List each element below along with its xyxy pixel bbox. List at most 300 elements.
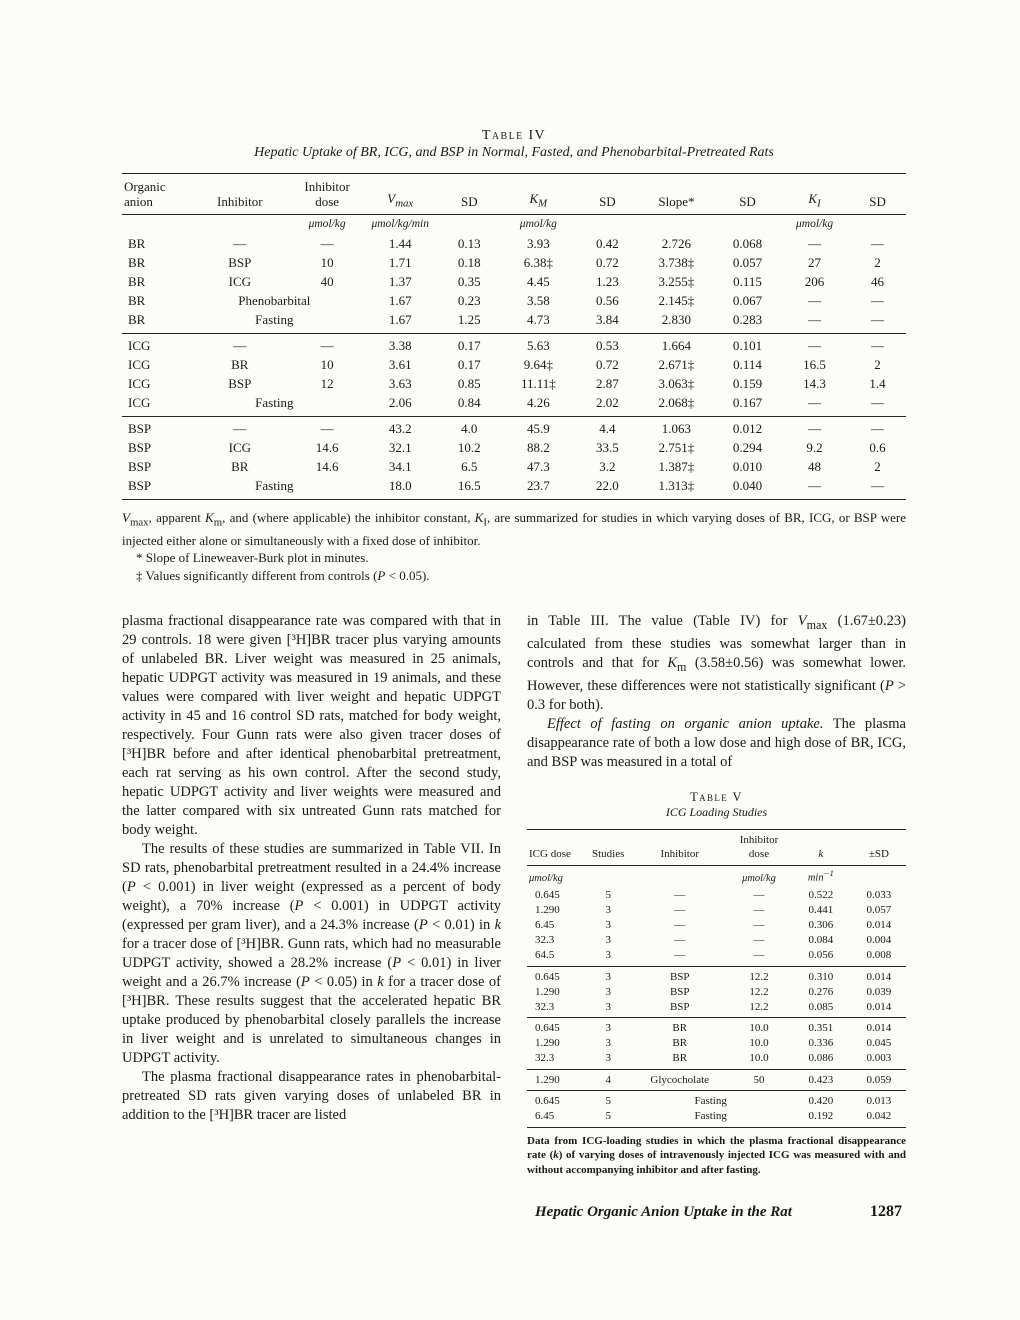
table4-caption bbox=[122, 128, 906, 144]
text-segment: K bbox=[667, 655, 677, 672]
unit-cell bbox=[122, 214, 187, 232]
table-cell: 32.3 bbox=[535, 934, 555, 947]
unit-cell: μmol/kg bbox=[529, 872, 563, 884]
table-cell: 1.290 bbox=[527, 1069, 585, 1091]
table-cell: 3.2 bbox=[599, 458, 616, 474]
table-cell: 48 bbox=[808, 458, 822, 474]
table-cell: BSP bbox=[128, 420, 152, 436]
text-segment: m bbox=[213, 516, 223, 529]
table-cell: 0.084 bbox=[808, 934, 834, 947]
table-cell: 3.61 bbox=[388, 356, 412, 372]
table-header-row bbox=[527, 830, 906, 866]
table-row bbox=[527, 948, 906, 967]
unit-cell bbox=[638, 214, 715, 232]
table-cell: BSP bbox=[669, 985, 690, 998]
table-row bbox=[527, 918, 906, 933]
table-cell: 88.2 bbox=[526, 439, 550, 455]
table-row bbox=[122, 310, 906, 333]
table-cell: — bbox=[728, 948, 790, 967]
table5-block bbox=[527, 790, 906, 1177]
text-segment: P bbox=[377, 567, 386, 583]
table-cell: — bbox=[753, 934, 765, 947]
table-cell: 45.9 bbox=[526, 420, 550, 436]
table-row bbox=[122, 457, 906, 476]
text-segment: K bbox=[205, 509, 214, 525]
table-cell: 0.004 bbox=[866, 934, 892, 947]
table-cell: 4.73 bbox=[500, 310, 577, 333]
table-cell: 0.008 bbox=[852, 948, 906, 967]
table-cell: — bbox=[753, 904, 765, 917]
table-cell: 1.063 bbox=[661, 420, 692, 436]
text-segment: k bbox=[494, 917, 501, 934]
table-cell: 0.014 bbox=[852, 999, 906, 1018]
table-cell: 0.056 bbox=[790, 948, 852, 967]
table-cell: 0.336 bbox=[808, 1037, 834, 1050]
table-cell: 0.057 bbox=[732, 254, 763, 270]
table-cell: 50 bbox=[728, 1069, 790, 1091]
paragraph bbox=[527, 612, 906, 715]
table-cell: 1.23 bbox=[596, 273, 619, 289]
text-segment: V bbox=[122, 509, 130, 525]
text-segment: The plasma fractional disappearance rates in phenobarbital-pretreated SD rats given varying doses of unlabeled BR in addition to the [³H]BR tracer are listed bbox=[122, 1069, 501, 1124]
table-cell: 2.726 bbox=[661, 235, 692, 251]
table-cell: 0.003 bbox=[852, 1051, 906, 1070]
table-cell: 0.192 bbox=[790, 1109, 852, 1128]
table-cell: 0.068 bbox=[732, 235, 763, 251]
table-cell: BR bbox=[128, 235, 146, 251]
table-cell: ICG bbox=[128, 375, 151, 391]
table-cell: Phenobarbital bbox=[238, 292, 311, 308]
text-segment: for a tracer dose of [³H]BR. Gunn rats, which had no measurable UDPGT activity, showed a 28.2% increase ( bbox=[122, 936, 501, 972]
table-cell: 1.290 bbox=[535, 985, 560, 998]
table-cell: 0.115 bbox=[733, 273, 762, 289]
unit-cell: μmol/kg bbox=[308, 217, 346, 230]
left-column bbox=[122, 612, 501, 1221]
table-cell: 10.0 bbox=[749, 1022, 769, 1035]
table-cell: ICG bbox=[128, 337, 151, 353]
table-cell: 1.67 bbox=[388, 292, 412, 308]
table-cell: 3 bbox=[605, 1037, 611, 1050]
table-cell: 2.830 bbox=[638, 310, 715, 333]
table-cell: 3.58 bbox=[526, 292, 550, 308]
table-row bbox=[527, 885, 906, 903]
column-header: SD bbox=[439, 174, 500, 215]
table-cell: 0.645 bbox=[535, 1022, 560, 1035]
table-cell: 0.441 bbox=[808, 904, 834, 917]
table-cell: 0.85 bbox=[457, 375, 481, 391]
table-cell: — bbox=[674, 904, 686, 917]
table-cell: 47.3 bbox=[526, 458, 550, 474]
table-cell: 3.38 bbox=[388, 337, 412, 353]
table-cell: 1.290 bbox=[535, 1037, 560, 1050]
table-row bbox=[122, 253, 906, 272]
table-cell: 22.0 bbox=[577, 476, 638, 499]
table-cell: 0.18 bbox=[457, 254, 481, 270]
table-row bbox=[527, 966, 906, 984]
table-cell: BR bbox=[128, 254, 146, 270]
table-cell: 3.63 bbox=[388, 375, 412, 391]
text-segment: k bbox=[377, 974, 384, 991]
table-row bbox=[122, 355, 906, 374]
table-cell: 0.057 bbox=[866, 904, 892, 917]
table-cell: 3 bbox=[605, 919, 611, 932]
table-cell: 14.6 bbox=[315, 439, 339, 455]
table-cell: 3 bbox=[605, 934, 611, 947]
table-cell: 6.45 bbox=[535, 919, 555, 932]
unit-cell: μmol/kg bbox=[742, 872, 776, 884]
unit-cell bbox=[631, 865, 728, 885]
text-segment: I bbox=[483, 516, 487, 529]
text-segment: Effect of fasting on organic anion uptake. bbox=[547, 716, 824, 733]
left-column-text bbox=[122, 612, 501, 1125]
table-cell: Glycocholate bbox=[631, 1069, 728, 1091]
table-cell: 0.23 bbox=[457, 292, 481, 308]
table-cell: 0.101 bbox=[732, 337, 763, 353]
table-cell: 2.068‡ bbox=[638, 393, 715, 416]
table4-caption-text: Table IV bbox=[481, 128, 547, 143]
column-header: ±SD bbox=[852, 830, 906, 866]
table-cell: 1.71 bbox=[388, 254, 412, 270]
table-row bbox=[122, 416, 906, 438]
paragraph bbox=[122, 1068, 501, 1125]
table-cell: BR bbox=[128, 273, 146, 289]
table-cell: — bbox=[233, 420, 247, 436]
text-segment: ) of varying doses of intravenously injected ICG was measured with and without accompanying inhibitor and after fasting. bbox=[527, 1149, 906, 1176]
table-cell: — bbox=[320, 235, 334, 251]
table-row bbox=[527, 1069, 906, 1091]
column-header: Inhibitor bbox=[631, 830, 728, 866]
table-cell: Fasting bbox=[187, 476, 362, 499]
table-cell: 12 bbox=[320, 375, 334, 391]
unit-cell: $\min^{-1}$ bbox=[807, 868, 834, 884]
column-header: Slope* bbox=[638, 174, 715, 215]
table-cell: 43.2 bbox=[388, 420, 412, 436]
table-cell: 1.25 bbox=[439, 310, 500, 333]
table-cell: 1.387‡ bbox=[658, 458, 695, 474]
column-header: k bbox=[790, 830, 852, 866]
unit-cell: μmol/kg bbox=[796, 217, 834, 230]
table-cell: 32.3 bbox=[527, 999, 585, 1018]
table-cell: 0.042 bbox=[852, 1109, 906, 1128]
table-cell: — bbox=[233, 235, 247, 251]
table-cell: ICG bbox=[122, 393, 187, 416]
table-cell: 3.063‡ bbox=[658, 375, 695, 391]
table-cell: — bbox=[871, 337, 885, 353]
table-cell: 3 bbox=[605, 1022, 611, 1035]
table-cell: 10.2 bbox=[457, 439, 481, 455]
table-row bbox=[527, 933, 906, 948]
table-cell: 9.2 bbox=[806, 439, 823, 455]
table-cell: 0.276 bbox=[808, 985, 834, 998]
table-row bbox=[527, 984, 906, 999]
table-cell: 0.045 bbox=[866, 1037, 892, 1050]
table-cell: — bbox=[808, 420, 822, 436]
table-cell: 3.255‡ bbox=[658, 273, 695, 289]
table-row bbox=[527, 903, 906, 918]
table-cell: — bbox=[871, 292, 885, 308]
text-segment: P bbox=[126, 879, 136, 896]
units-row bbox=[122, 214, 906, 232]
table-cell: — bbox=[808, 337, 822, 353]
table-cell: — bbox=[753, 919, 765, 932]
table-cell: 10 bbox=[320, 356, 334, 372]
table-cell: 2.145‡ bbox=[658, 292, 695, 308]
table-cell: BSP bbox=[122, 476, 187, 499]
table-cell: BR bbox=[231, 458, 249, 474]
table-cell: — bbox=[780, 476, 849, 499]
table-cell: 4.0 bbox=[461, 420, 478, 436]
table-cell: Fasting bbox=[694, 1095, 727, 1108]
table-cell: 1.290 bbox=[535, 904, 560, 917]
unit-cell bbox=[585, 865, 631, 885]
table-row bbox=[122, 232, 906, 254]
table-cell: 64.5 bbox=[527, 948, 585, 967]
column-header: Inhibitor dose bbox=[728, 830, 790, 866]
table-cell: BSP bbox=[128, 458, 152, 474]
table-cell: — bbox=[808, 292, 822, 308]
table-cell: 34.1 bbox=[388, 458, 412, 474]
table-cell: ICG bbox=[228, 439, 251, 455]
table-cell: 0.72 bbox=[596, 356, 619, 372]
table-cell: 2.02 bbox=[577, 393, 638, 416]
table-cell: 3.93 bbox=[526, 235, 550, 251]
table-cell: 0.645 bbox=[535, 1095, 560, 1108]
table-cell: 0.283 bbox=[715, 310, 780, 333]
table-cell: 0.014 bbox=[866, 970, 892, 983]
table-row bbox=[122, 476, 906, 499]
text-segment: < 0.001) in UDPGT activity (expressed per gram liver), and a 24.3% increase ( bbox=[122, 898, 501, 934]
table-cell: 1.664 bbox=[661, 337, 692, 353]
text-segment: * Slope of Lineweaver-Burk plot in minutes. bbox=[136, 550, 369, 566]
unit-cell: μmol/kg/min bbox=[371, 217, 429, 230]
table-cell: — bbox=[233, 337, 247, 353]
text-segment: ‡ Values significantly different from controls ( bbox=[136, 567, 378, 583]
table-cell: — bbox=[674, 919, 686, 932]
table-cell: 3 bbox=[585, 999, 631, 1018]
table-row bbox=[527, 999, 906, 1018]
table-cell: 0.014 bbox=[866, 1022, 892, 1035]
table-v bbox=[527, 829, 906, 1128]
table-cell: 0.012 bbox=[732, 420, 763, 436]
unit-cell bbox=[849, 214, 906, 232]
body-columns bbox=[122, 612, 906, 1221]
text-segment: The plasma disappearance rate of both a low dose and high dose of BR, ICG, and BSP was measured in a total of bbox=[527, 716, 906, 771]
table-row bbox=[122, 272, 906, 291]
table-cell: 12.2 bbox=[749, 985, 769, 998]
table-cell: 4.26 bbox=[500, 393, 577, 416]
table-cell: 3.738‡ bbox=[658, 254, 695, 270]
table-header-row bbox=[122, 174, 906, 215]
table-cell: Fasting bbox=[187, 310, 362, 333]
table-cell: 2 bbox=[874, 254, 881, 270]
text-segment: (3.58±0.56) was somewhat lower. However, these differences were not statistically significant ( bbox=[527, 655, 906, 695]
table-cell: 0.53 bbox=[596, 337, 619, 353]
text-segment: plasma fractional disappearance rate was compared with that in 29 controls. 18 were given [³H]BR tracer plus varying amounts of unlabeled BR. Liver weight was measured in 25 animals, hepatic UDPGT activity was measured in 19 animals, and these values were compared with liver weight and hepatic UDPGT activity in 45 and 16 control SD rats, matched for body weight, respectively. Four Gunn rats were also given tracer doses of [³H]BR before and after identical phenobarbital pretreatment, each rat serving as his own control. After the second study, hepatic UDPGT activity and liver weights were measured and the latter compared with six untreated Gunn rats matched for body weight. bbox=[122, 613, 501, 839]
table-row bbox=[122, 291, 906, 310]
table-cell: — bbox=[780, 393, 849, 416]
table-iv bbox=[122, 173, 906, 500]
table-cell: 12.2 bbox=[728, 999, 790, 1018]
table-cell: 2.751‡ bbox=[658, 439, 695, 455]
table-cell: 0.167 bbox=[715, 393, 780, 416]
text-segment: The results of these studies are summarized in Table VII. In SD rats, phenobarbital pretreatment resulted in a 24.4% increase ( bbox=[122, 841, 501, 896]
table-row bbox=[122, 333, 906, 355]
table-cell: 0.420 bbox=[808, 1095, 834, 1108]
text-segment: max bbox=[806, 618, 828, 633]
table-cell: 0.310 bbox=[808, 970, 834, 983]
text-segment: < 0.01) in liver weight and a 26.7% increase ( bbox=[122, 955, 501, 991]
table-cell: BR bbox=[231, 356, 249, 372]
right-column-text bbox=[527, 612, 906, 772]
table-cell: BSP bbox=[228, 254, 252, 270]
text-segment: < 0.01) in bbox=[427, 917, 495, 934]
table-cell: 1.44 bbox=[388, 235, 412, 251]
table-cell: 0.059 bbox=[852, 1069, 906, 1091]
table-cell: 5.63 bbox=[526, 337, 550, 353]
text-segment: (1.67±0.23) calculated from these studies was somewhat larger than in controls and that for bbox=[527, 613, 906, 672]
table-cell: 14.3 bbox=[803, 375, 826, 391]
text-segment: , and (where applicable) the inhibitor constant, bbox=[222, 509, 475, 525]
page-footer bbox=[527, 1203, 906, 1221]
table-cell: 0.014 bbox=[866, 919, 892, 932]
table-cell: 0.72 bbox=[596, 254, 619, 270]
right-column bbox=[527, 612, 906, 1221]
table4-footnotes bbox=[122, 509, 906, 585]
table-cell: 16.5 bbox=[439, 476, 500, 499]
paragraph bbox=[122, 567, 906, 585]
table-cell: — bbox=[780, 310, 849, 333]
text-segment: P bbox=[300, 974, 310, 991]
units-row bbox=[527, 865, 906, 885]
unit-cell bbox=[577, 214, 638, 232]
table-cell: 0.040 bbox=[715, 476, 780, 499]
table-cell: 10.0 bbox=[749, 1037, 769, 1050]
paragraph bbox=[122, 509, 906, 550]
table-cell: 2 bbox=[874, 356, 881, 372]
column-header: SD bbox=[849, 174, 906, 215]
table-cell: BSP bbox=[669, 970, 690, 983]
text-segment: in Table III. The value (Table IV) for bbox=[527, 613, 798, 630]
paragraph bbox=[122, 549, 906, 567]
text-segment: P bbox=[294, 898, 304, 915]
text-segment: max bbox=[129, 516, 149, 529]
table-cell: 46 bbox=[871, 273, 885, 289]
table-row bbox=[122, 393, 906, 416]
table-cell: 10.0 bbox=[728, 1051, 790, 1070]
text-segment: < 0.05). bbox=[385, 567, 430, 583]
paragraph bbox=[527, 1134, 906, 1178]
table-cell: BR bbox=[672, 1022, 688, 1035]
table-cell: — bbox=[320, 337, 334, 353]
table-cell: 3 bbox=[585, 948, 631, 967]
table-cell: BSP bbox=[228, 375, 252, 391]
column-header: Inhibitor dose bbox=[293, 174, 362, 215]
table-cell: BSP bbox=[631, 999, 728, 1018]
table-cell: 0.13 bbox=[457, 235, 481, 251]
table-cell: — bbox=[808, 235, 822, 251]
table-cell: 3.84 bbox=[577, 310, 638, 333]
table-cell: 1.67 bbox=[362, 310, 439, 333]
table-cell: 3 bbox=[605, 985, 611, 998]
table-cell: 0.085 bbox=[790, 999, 852, 1018]
table-cell: 18.0 bbox=[362, 476, 439, 499]
table-cell: 2 bbox=[874, 458, 881, 474]
table-cell: BSP bbox=[128, 439, 152, 455]
column-header: Studies bbox=[585, 830, 631, 866]
column-header: $V_{max}$ bbox=[362, 174, 439, 215]
table-cell: 6.38‡ bbox=[523, 254, 553, 270]
table-cell: — bbox=[631, 948, 728, 967]
page-number: 1287 bbox=[870, 1203, 902, 1221]
table-cell: 0.17 bbox=[457, 356, 481, 372]
table-cell: 16.5 bbox=[803, 356, 826, 372]
table-cell: 40 bbox=[320, 273, 334, 289]
table-cell: 0.086 bbox=[790, 1051, 852, 1070]
table-cell: — bbox=[871, 235, 885, 251]
table-cell: 3 bbox=[605, 904, 611, 917]
table-cell: BR bbox=[122, 310, 187, 333]
table-cell: — bbox=[674, 889, 686, 902]
table-cell: ICG bbox=[228, 273, 251, 289]
table-cell: 23.7 bbox=[500, 476, 577, 499]
text-segment: P bbox=[884, 678, 894, 695]
column-header: $K_I$ bbox=[780, 174, 849, 215]
column-header: Organic anion bbox=[122, 174, 187, 215]
table-cell: 1.4 bbox=[869, 375, 886, 391]
table-cell: 206 bbox=[804, 273, 825, 289]
table-row bbox=[527, 1051, 906, 1070]
table-cell: 2.06 bbox=[362, 393, 439, 416]
table-cell: 0.306 bbox=[808, 919, 834, 932]
table-cell: 0.522 bbox=[808, 889, 834, 902]
paragraph bbox=[527, 715, 906, 772]
table-cell: 0.423 bbox=[790, 1069, 852, 1091]
unit-cell bbox=[439, 214, 500, 232]
table-row bbox=[527, 1018, 906, 1036]
text-segment: k bbox=[553, 1149, 559, 1162]
table-cell: 32.3 bbox=[527, 1051, 585, 1070]
table-cell: 9.64‡ bbox=[523, 356, 553, 372]
table-cell: BR bbox=[128, 292, 146, 308]
table-cell: 0.114 bbox=[733, 356, 762, 372]
paragraph bbox=[122, 612, 501, 840]
table-cell: Fasting bbox=[631, 1109, 790, 1128]
text-segment: for a tracer dose of [³H]BR. These results suggest that the accelerated hepatic BR uptake produced by phenobarbital closely parallels the increase in liver weight and is unrelated to simultaneous changes in UDPGT activity. bbox=[122, 974, 501, 1067]
table-cell: 1.37 bbox=[388, 273, 412, 289]
table-cell: 0.010 bbox=[732, 458, 763, 474]
table-row bbox=[527, 1036, 906, 1051]
table-cell: 10 bbox=[320, 254, 334, 270]
table-cell: 0.351 bbox=[808, 1022, 834, 1035]
table-cell: 5 bbox=[605, 889, 611, 902]
table-row bbox=[527, 1109, 906, 1128]
table-cell: 2.671‡ bbox=[658, 356, 695, 372]
text-segment: Data from ICG-loading studies in which the plasma fractional disappearance rate ( bbox=[527, 1134, 906, 1162]
table-cell: 3 bbox=[585, 1051, 631, 1070]
table-cell: 0.294 bbox=[732, 439, 763, 455]
table-cell: 33.5 bbox=[596, 439, 619, 455]
table-cell: — bbox=[849, 476, 906, 499]
table-cell: 0.84 bbox=[439, 393, 500, 416]
table-row bbox=[122, 438, 906, 457]
text-segment: K bbox=[474, 509, 484, 525]
column-header: Inhibitor bbox=[187, 174, 293, 215]
table-row bbox=[527, 1091, 906, 1109]
table-cell: 5 bbox=[585, 1109, 631, 1128]
text-segment: , apparent bbox=[148, 509, 206, 525]
column-header: SD bbox=[715, 174, 780, 215]
table-cell: 4.45 bbox=[526, 273, 550, 289]
